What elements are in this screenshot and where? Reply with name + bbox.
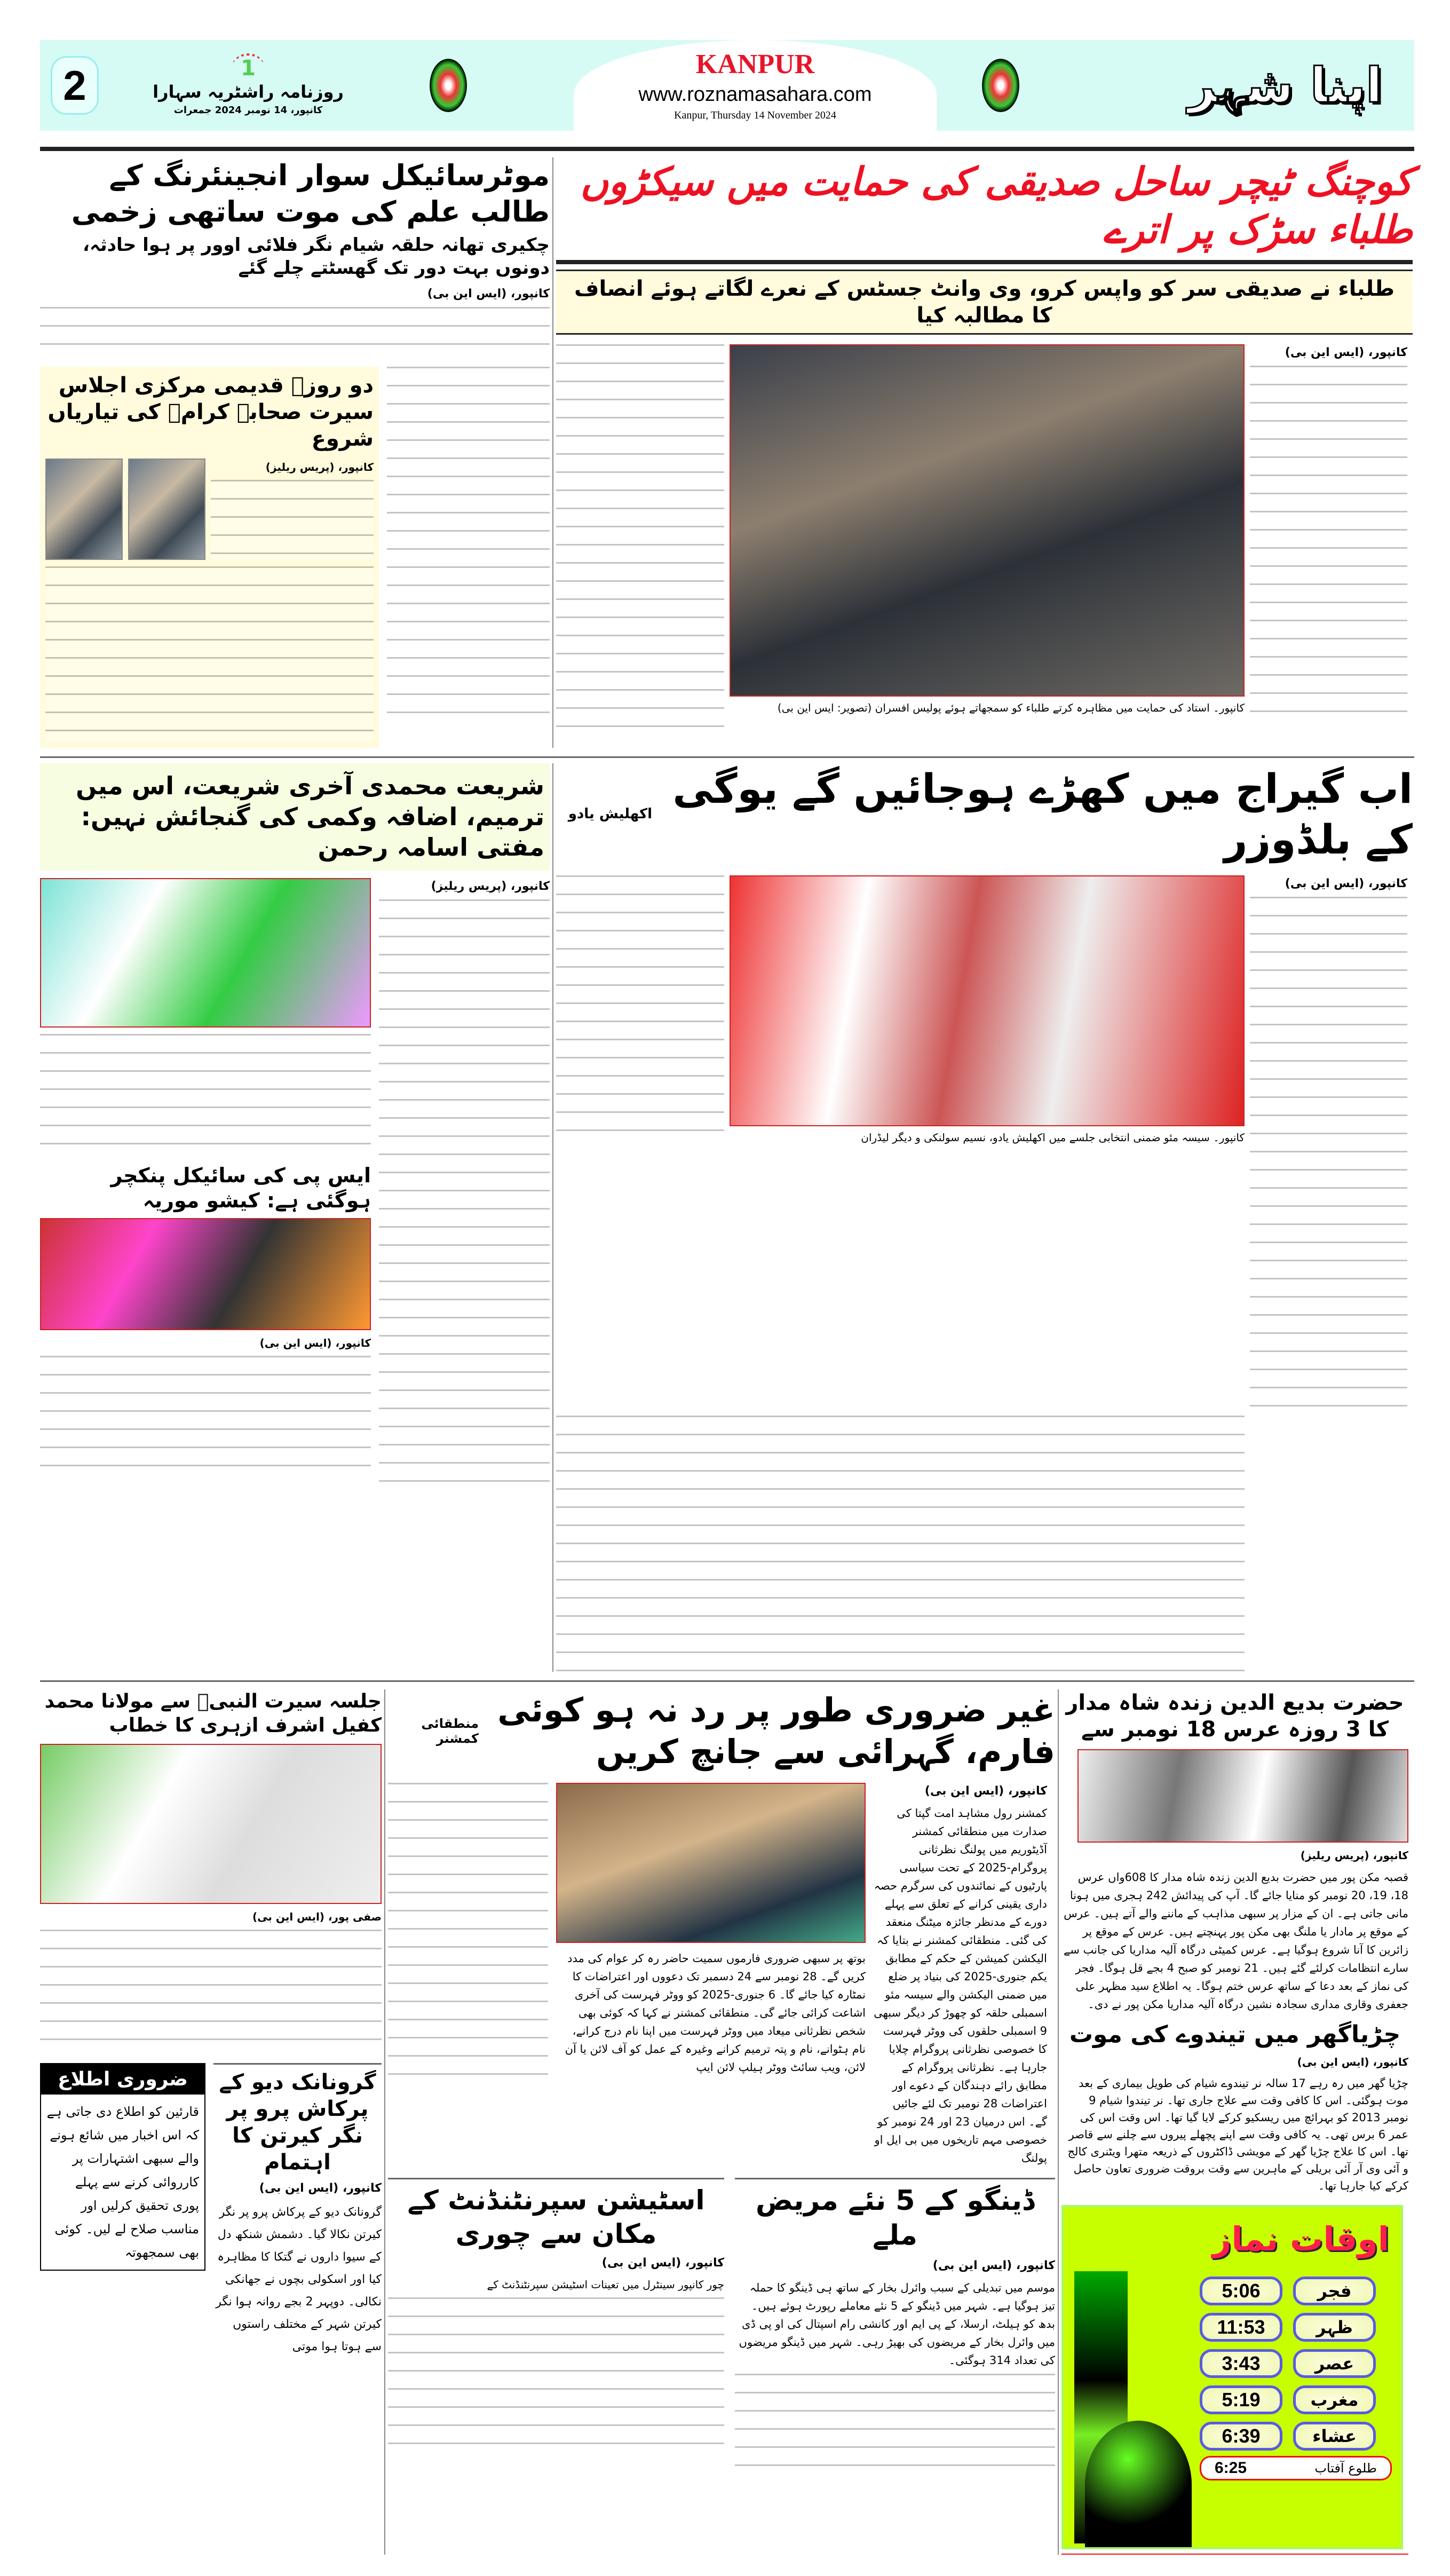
kicker: کانپور، (ایس این بی) [932,2259,1055,2272]
prayer-name: عصر [1293,2349,1376,2378]
headline-zoo-leopard: چڑیاگھر میں تیندوے کی موت [1069,2021,1401,2048]
article-text [211,480,374,560]
photo-maulana-speech [40,1744,382,1904]
page-number: 2 [51,56,99,115]
dateline: Kanpur, Thursday 14 November 2024 [674,109,836,121]
prayer-name: ظہر [1293,2313,1376,2342]
rule [556,260,1413,264]
masthead-arch [574,40,937,131]
photo-urs-committee [1077,1749,1408,1843]
row-bottom [40,1689,1414,2555]
article-text [40,1356,371,1479]
article-text-zoo: چڑیا گھر میں رہ رہے 17 سالہ نر تیندوے شیام کی طویل بیماری کے بعد موت ہوگئی۔ اس کا کافی وقت سے علاج جاری تھا۔ نر تیندوا شیام 9 نومبر 2013 کو بہرائچ میں ریسکیو کرکے لایا گیا تھا۔ اس وقت اس کی عمر 6 برس تھی۔ یہ کافی وقت سے اپنے پچھلے پیروں سے چلنے سے قاصر تھا۔ اس کا علاج چڑیا گھر کے مویشی ڈاکٹروں کے ذریعہ متھرا ویٹنری کالج و آئی وی آر آئی بریلی کے ماہرین سے وقت بروقت ضروری تعاون حاصل کرکے کیا جارہا تھا۔ [1067,2077,1408,2192]
section-rule [40,756,1414,758]
kicker: کانپور، (پریس ریلیز) [1300,1849,1408,1862]
row-middle [40,763,1414,1672]
article-text-voter-forms: کمشنر رول مشاہد امت گپتا کی صدارت میں منطقائی کمشنر آڈیٹوریم میں پولنگ نظرثانی پروگرام-2025 کے تحت سیاسی پارٹیوں کے نمائندوں کی سرگرم حصہ داری یقینی کرانے کے تعلق سے پہلے دورے کے مدنظر جائزہ میٹنگ منعقد کی گئی۔ منطقائی کمشنر نے بتایا کہ الیکشن کمیشن کے حکم کے مطابق یکم جنوری-2025 کی بنیاد پر ضلع میں ضمنی الیکشن والے سیسہ مئو اسمبلی حلقہ کو چھوڑ کر دیگر سبھی 9 اسمبلی حلقوں کی ووٹر فہرست کا خصوصی نظرثانی پروگرام چلایا جارہا ہے۔ نظرثانی پروگرام کے مطابق رائے دہندگان کے دعوے اور اعتراضات 28 نومبر تک لئے جائیں گے۔ اس درمیان 23 اور 24 نومبر کو خصوصی مہم تاریخوں میں بی ایل او پولنگ [874,1807,1047,2164]
kicker: کانپور، (ایس این بی) [924,1784,1047,1798]
headline-urs: حضرت بدیع الدین زندہ شاہ مدار کا 3 روزہ عرس 18 نومبر سے [1066,1690,1404,1742]
kicker: صفی پور، (ایس این بی) [252,1910,382,1923]
notice-text: قارئین کو اطلاع دی جاتی ہے کہ اس اخبار میں شائع ہونے والے سبھی اشتہارات پر کارروائی کرنے سے پہلے پوری تحقیق کرلیں اور مناسب صلاح لے لیں۔ کوئی بھی سمجھوتہ [46,2104,199,2260]
prayer-list [1200,2277,1392,2480]
headline-sp-cycle: ایس پی کی سائیکل پنکچر ہوگئی ہے: کیشو موریہ [110,1163,371,1212]
article-text [1250,897,1407,1409]
headline-jalsa-seerat: جلسہ سیرت النبیؐ سے مولانا محمد کفیل اشرف ازہری کا خطاب [44,1690,382,1736]
prayer-time: 3:43 [1200,2349,1282,2378]
notice-box [40,2063,205,2271]
row-top [40,157,1414,748]
photo-caption: کانپور۔ استاد کی حمایت میں مظاہرہ کرتے طلباء کو سمجھاتے ہوئے پولیس افسران (تصویر: ایس این بی) [777,701,1245,714]
photo-student-protest [730,344,1245,697]
article-text [45,566,374,742]
sunrise-label: طلوع آفتاب [1314,2461,1377,2476]
article-text-dengue: موسم میں تبدیلی کے سبب وائرل بخار کے ساتھ ہی ڈینگو کا حملہ تیز ہوگیا ہے۔ شہر میں ڈینگو کے 5 نئے معاملے رپورٹ ہوئے ہیں۔ بدھ کو ہیلٹ، ارسلا، کے پی ایم اور کانشی رام اسپتال کی او پی ڈی میں وائرل بخار کے مریضوں کی بھیڑ رہی۔ شہر میں ڈینگو مریضوں کی تعداد 314 ہوگئی۔ [739,2281,1055,2367]
column-divider [552,763,553,1672]
prayer-row-asr [1200,2349,1392,2378]
kicker: کانپور، (پریس ریلیز) [431,879,550,893]
article-text [1250,366,1407,729]
photo-person [45,459,123,560]
kicker: کانپور، (ایس این بی) [1285,346,1407,359]
article-text [556,1416,1245,1672]
notice-title: ضروری اطلاع [41,2064,204,2095]
masthead-date: کانپور، 14 نومبر 2024 جمعرات [173,105,323,116]
section-rule [388,2178,724,2179]
headline-dengue: ڈینگو کے 5 نئے مریض ملے [755,2185,1035,2251]
article-text [379,899,550,1487]
subheadline-coaching: طلباء نے صدیقی سر کو واپس کرو، وی وانٹ جسٹس کے نعرے لگاتے ہوئے انصاف کا مطالبہ کیا [574,276,1394,328]
section-title: اپنا شہر [1188,57,1382,114]
website-link[interactable]: www.roznamasahara.com [638,83,872,106]
prayer-time: 5:06 [1200,2277,1282,2305]
kicker: کانپور، (ایس این بی) [259,1336,371,1349]
article-text-urs: قصبہ مکن پور میں حضرت بدیع الدین زندہ شاہ مدار کا 608واں عرس 18، 19، 20 نومبر کو منایا جائے گا۔ آپ کی پیدائش 242 ہجری میں ہونا مانی جاتی ہے۔ ان کے مزار پر سبھی مذاہب کے ماننے والے آتے ہیں۔ عرس کے موقع پر مادار یا ملنگ بھی مکن پور پہنچتے ہیں۔ عرس کے موقع پر زائرین کا آنا شروع ہوگیا ہے۔ عرس کمیٹی درگاہ آلیہ مداریا کی جانب سے سارے انتظامات کرلئے گئے ہیں۔ 21 نومبر کو صبح 4 بجے قل ہوگا۔ فجر کی نماز کے بعد دعا کے ساتھ عرس ختم ہوگا۔ یہ اطلاع سید مظہر علی جعفری وقاری مداری سجادہ نشین درگاہ آلیہ مداریا مکن پور نے دی۔ [1063,1871,1408,2011]
article-text [40,1930,382,2052]
kicker: کانپور، (پریس ریلیز) [265,461,374,473]
photo-person [128,459,205,560]
kicker: کانپور، (ایس این بی) [259,2182,382,2195]
photo-caption: کانپور۔ سیسہ مئو ضمنی انتخابی جلسے میں اکھلیش یادو، نسیم سولنکی و دیگر لیڈران [861,1131,1245,1144]
kicker: کانپور، (ایس این بی) [427,287,550,301]
article-text [40,1034,371,1157]
headline-seerat-ijlas: دو روزہ قدیمی مرکزی اجلاس سیرت صحابہ کرامؓ کی تیاریاں شروع [47,373,374,451]
prayer-row-fajr [1200,2277,1392,2305]
headline-guru-nanak: گرونانک دیو کے پرکاش پرو پر نگر کیرتن کا اہتمام [219,2070,376,2175]
prayer-time: 6:39 [1200,2422,1282,2451]
article-text-voter-forms-2: بوتھ پر سبھی ضروری فارموں سمیت حاضر رہ کر عوام کی مدد کریں گے۔ 28 نومبر سے 24 دسمبر تک دعووں اور اعتراضات کا نمٹارہ کیا جائے گا۔ 6 جنوری-2025 کو ووٹر فہرست کی آخری اشاعت کرائی جائے گی۔ منطقائی کمشنر نے کہا کہ کوئی بھی شخص نظرثانی میعاد میں ووٹر فہرست میں اپنا نام درج کرانے، نام ہٹوانے، نام و پتہ ترمیم کرانے وغیرہ کے عمل کو آف لائن یا آن لائن، ویب سائٹ ووٹر ہیلپ لائن ایپ [565,1952,866,2074]
masthead-logo: روزنامہ راشٹریہ سہارا [153,82,344,102]
prayer-row-isha [1200,2422,1392,2451]
column-divider [1058,1689,1059,2555]
article-text-station: چور کانپور سینٹرل میں تعینات اسٹیشن سپرنٹنڈنٹ کے [487,2278,724,2291]
article-text [556,875,724,1142]
sunburst-icon [430,59,467,112]
article-text [388,2297,724,2458]
photo-bjp-leaders [40,1218,371,1330]
city-title: KANPUR [695,49,815,80]
article-text [735,2374,1055,2480]
headline-shariat: شریعت محمدی آخری شریعت، اس میں ترمیم، اضافہ وکمی کی گنجائش نہیں: مفتی اسامہ رحمن [76,771,544,862]
headline-station-theft: اسٹیشن سپرنٹنڈنٹ کے مکان سے چوری [407,2185,705,2249]
section-rule [40,1680,1414,1682]
section-rule [735,2178,1055,2179]
headline-coaching-teacher-protest: کوچنگ ٹیچر ساحل صدیقی کی حمایت میں سیکڑوں طلباء سڑک پر اترے [580,159,1413,252]
header-rule [40,147,1414,151]
sub-story-box [40,367,379,748]
column-divider [552,157,553,748]
subheadline-motorcycle-accident: چکیری تھانہ حلقہ شیام نگر فلائی اوور پر ہوا حادثہ، دونوں بہت دور تک گھسٹتے چلے گئے [82,234,550,279]
sunburst-icon [982,59,1019,112]
prayer-time: 5:19 [1200,2385,1282,2414]
article-text [40,307,550,360]
photo-akhilesh-rally [730,875,1245,1126]
prayer-times-title: اوقات نماز [1212,2219,1389,2258]
article-text-guru-nanak: گرونانک دیو کے پرکاش پرو پر نگر کیرتن نکالا گیا۔ دشمش شنکھ دل کے سیوا داروں نے گتکا کا مظاہرہ کیا اور اسکولی بچوں نے جھانکی نکالی۔ دوپہر 2 بجے روانہ ہوا نگر کیرتن شہر کے مختلف راستوں سے ہوتا ہوا موتی [216,2206,382,2353]
headline-bulldozer: اب گیراج میں کھڑے ہوجائیں گے یوگی کے بلڈوزر [672,765,1413,863]
prayer-row-zuhr [1200,2313,1392,2342]
headline-byline: اکھلیش یادو [568,806,652,822]
anniversary-logo: 1 [232,53,264,80]
prayer-name: فجر [1293,2277,1376,2305]
photo-gathering [40,878,371,1028]
prayer-times-box [1061,2205,1403,2549]
headline-motorcycle-accident: موٹرسائیکل سوار انجینئرنگ کے طالب علم کی موت ساتھی زخمی [71,159,550,228]
prayer-name: عشاء [1293,2422,1376,2451]
kicker: کانپور، (ایس این بی) [1285,877,1407,890]
masthead-band [40,40,1414,131]
sunrise-time: 6:25 [1215,2459,1247,2477]
article-text [387,367,550,730]
headline-voter-forms: غیر ضروری طور پر رد نہ ہو کوئی فارم، گہرائی سے جانچ کریں [497,1690,1055,1771]
footer-rule [1061,2554,1408,2555]
headline-band [40,763,550,871]
photo-review-meeting [556,1783,866,1943]
kicker: کانپور، (ایس این بی) [601,2256,724,2270]
article-text [388,1783,548,2082]
sunrise-row [1200,2456,1392,2480]
headline-byline: منطقائی کمشنر [421,1716,479,1746]
mosque-dome-icon [1085,2421,1192,2549]
prayer-time: 11:53 [1200,2313,1282,2342]
article-text [556,344,724,729]
subheadline-band [556,270,1413,335]
prayer-name: مغرب [1293,2385,1376,2414]
section-rule [213,2063,382,2065]
prayer-row-maghrib [1200,2385,1392,2414]
kicker: کانپور، (ایس این بی) [1297,2056,1408,2068]
column-divider [384,1689,385,2555]
